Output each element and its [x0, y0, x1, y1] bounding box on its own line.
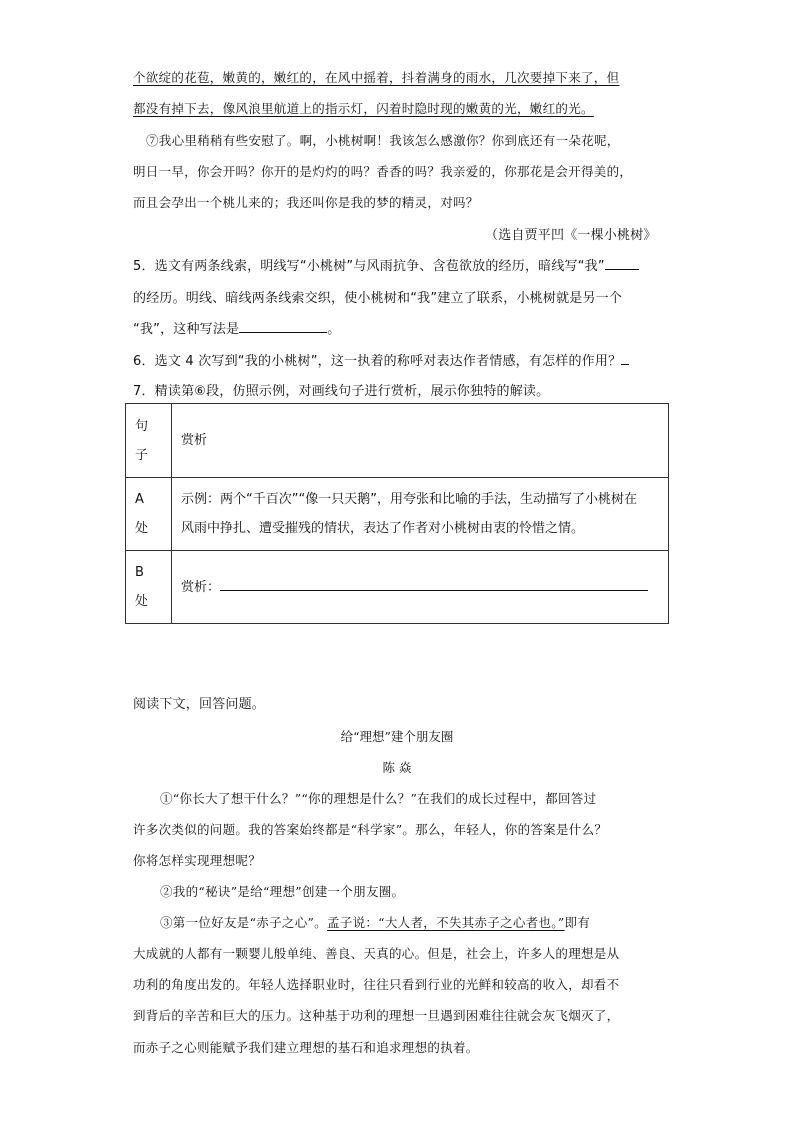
header-analysis-label: 赏析	[181, 433, 208, 448]
answer-blank-q6[interactable]	[621, 352, 629, 365]
article-p2: ②我的“秘诀”是给“理想”创建一个朋友圈。	[160, 884, 405, 899]
article-p3-underlined-quote: 孟子说：“大人者，不失其赤子之心者也。”	[326, 915, 565, 930]
passage-source: （选自贾平凹《一棵小桃树》	[485, 228, 657, 243]
table-row-b	[126, 551, 669, 624]
question-5-text-end: “我”，这种写法是	[133, 322, 240, 337]
article-p3-start: ③第一位好友是“赤子之心”。	[160, 915, 327, 930]
header-sentence-cell	[126, 404, 172, 478]
row-a-label-cell	[126, 478, 172, 551]
article-p3-line-3: 功利的角度出发的。年轻人选择职业时，往往只看到行业的光鲜和较高的收入，却看不	[133, 977, 620, 992]
reading-intro: 阅读下文，回答问题。	[133, 697, 266, 712]
paragraph-7-line-1: ⑦我心里稍稍有些安慰了。啊，小桃树啊！我该怎么感激你？你到底还有一朵花呢，	[146, 133, 620, 148]
header-analysis-cell	[172, 404, 669, 478]
article-p1-line-2: 许多次类似的问题。我的答案始终都是“科学家”。那么，年轻人，你的答案是什么？	[133, 822, 608, 837]
question-5-line-2: 的经历。明线、暗线两条线索交织，使小桃树和“我”建立了联系，小桃树就是另一个	[133, 291, 623, 306]
row-a-example-line-1: 示例：两个“千百次”“像一只天鹅”，用夸张和比喻的手法，生动描写了小桃树在	[181, 492, 637, 507]
row-a-label-char: 处	[135, 521, 149, 536]
row-a-label-letter: A	[135, 492, 144, 507]
question-7: 7．精读第⑥段，仿照示例，对画线句子进行赏析，展示你独特的解读。	[133, 384, 550, 399]
question-6-text: 6．选文 4 次写到“我的小桃树”，这一执着的称呼对表达作者情感，有怎样的作用？	[133, 354, 622, 369]
article-p3-line-4: 到背后的辛苦和巨大的压力。这种基于功利的理想一旦遇到困难往往就会灰飞烟灭了，	[133, 1008, 620, 1023]
row-b-answer-cell	[172, 551, 669, 624]
row-b-label-cell	[126, 551, 172, 624]
passage-underlined-line-2: 都没有掉下去，像风浪里航道上的指示灯，闪着时隐时现的嫩黄的光，嫩红的光。	[133, 101, 594, 116]
article-title: 给“理想”建个朋友圈	[340, 729, 454, 744]
question-5-line-1	[133, 255, 639, 274]
question-5-line-3	[133, 318, 340, 337]
answer-blank-row-b[interactable]	[220, 578, 648, 591]
answer-blank-q5b[interactable]	[239, 320, 327, 333]
paragraph-7-line-3: 而且会孕出一个桃儿来的；我还叫你是我的梦的精灵，对吗？	[133, 195, 479, 210]
row-b-label-letter: B	[135, 565, 144, 580]
row-a-example-line-2: 风雨中挣扎、遭受摧残的情状，表达了作者对小桃树由衷的怜惜之情。	[181, 521, 585, 536]
analysis-table	[125, 403, 669, 624]
row-a-example-cell	[172, 478, 669, 551]
row-b-label-char: 处	[135, 594, 149, 609]
article-p1-line-3: 你将怎样实现理想呢？	[133, 853, 262, 868]
table-row-a	[126, 478, 669, 551]
article-p3-line-5: 而赤子之心则能赋予我们建立理想的基石和追求理想的执着。	[133, 1040, 479, 1055]
passage-underlined-line-1: 个欲绽的花苞，嫩黄的，嫩红的，在风中摇着，抖着满身的雨水，几次要掉下来了，但	[133, 70, 620, 85]
answer-blank-q5a[interactable]	[605, 257, 639, 270]
article-author: 陈 焱	[382, 760, 412, 775]
article-p1-line-1: ①“你长大了想干什么？”“你的理想是什么？”在我们的成长过程中，都回答过	[160, 791, 597, 806]
header-sentence-char-2: 子	[135, 447, 149, 463]
header-sentence-char-1: 句	[135, 418, 149, 434]
question-5-text: 5．选文有两条线索，明线写“小桃树”与风雨抗争、含苞欲放的经历，暗线写“我”	[133, 259, 605, 274]
question-5-period: 。	[327, 322, 341, 337]
article-p3-line-2: 大成就的人都有一颗婴儿般单纯、善良、天真的心。但是，社会上，许多人的理想是从	[133, 946, 620, 961]
article-p3-continue: 即有	[564, 915, 591, 930]
question-6	[133, 350, 629, 369]
paragraph-7-line-2: 明日一早，你会开吗？你开的是灼灼的吗？香香的吗？我亲爱的，你那花是会开得美的，	[133, 164, 633, 179]
article-p3-line-1	[160, 913, 590, 931]
row-b-prefix: 赏析：	[181, 579, 221, 595]
table-header-row	[126, 404, 669, 478]
